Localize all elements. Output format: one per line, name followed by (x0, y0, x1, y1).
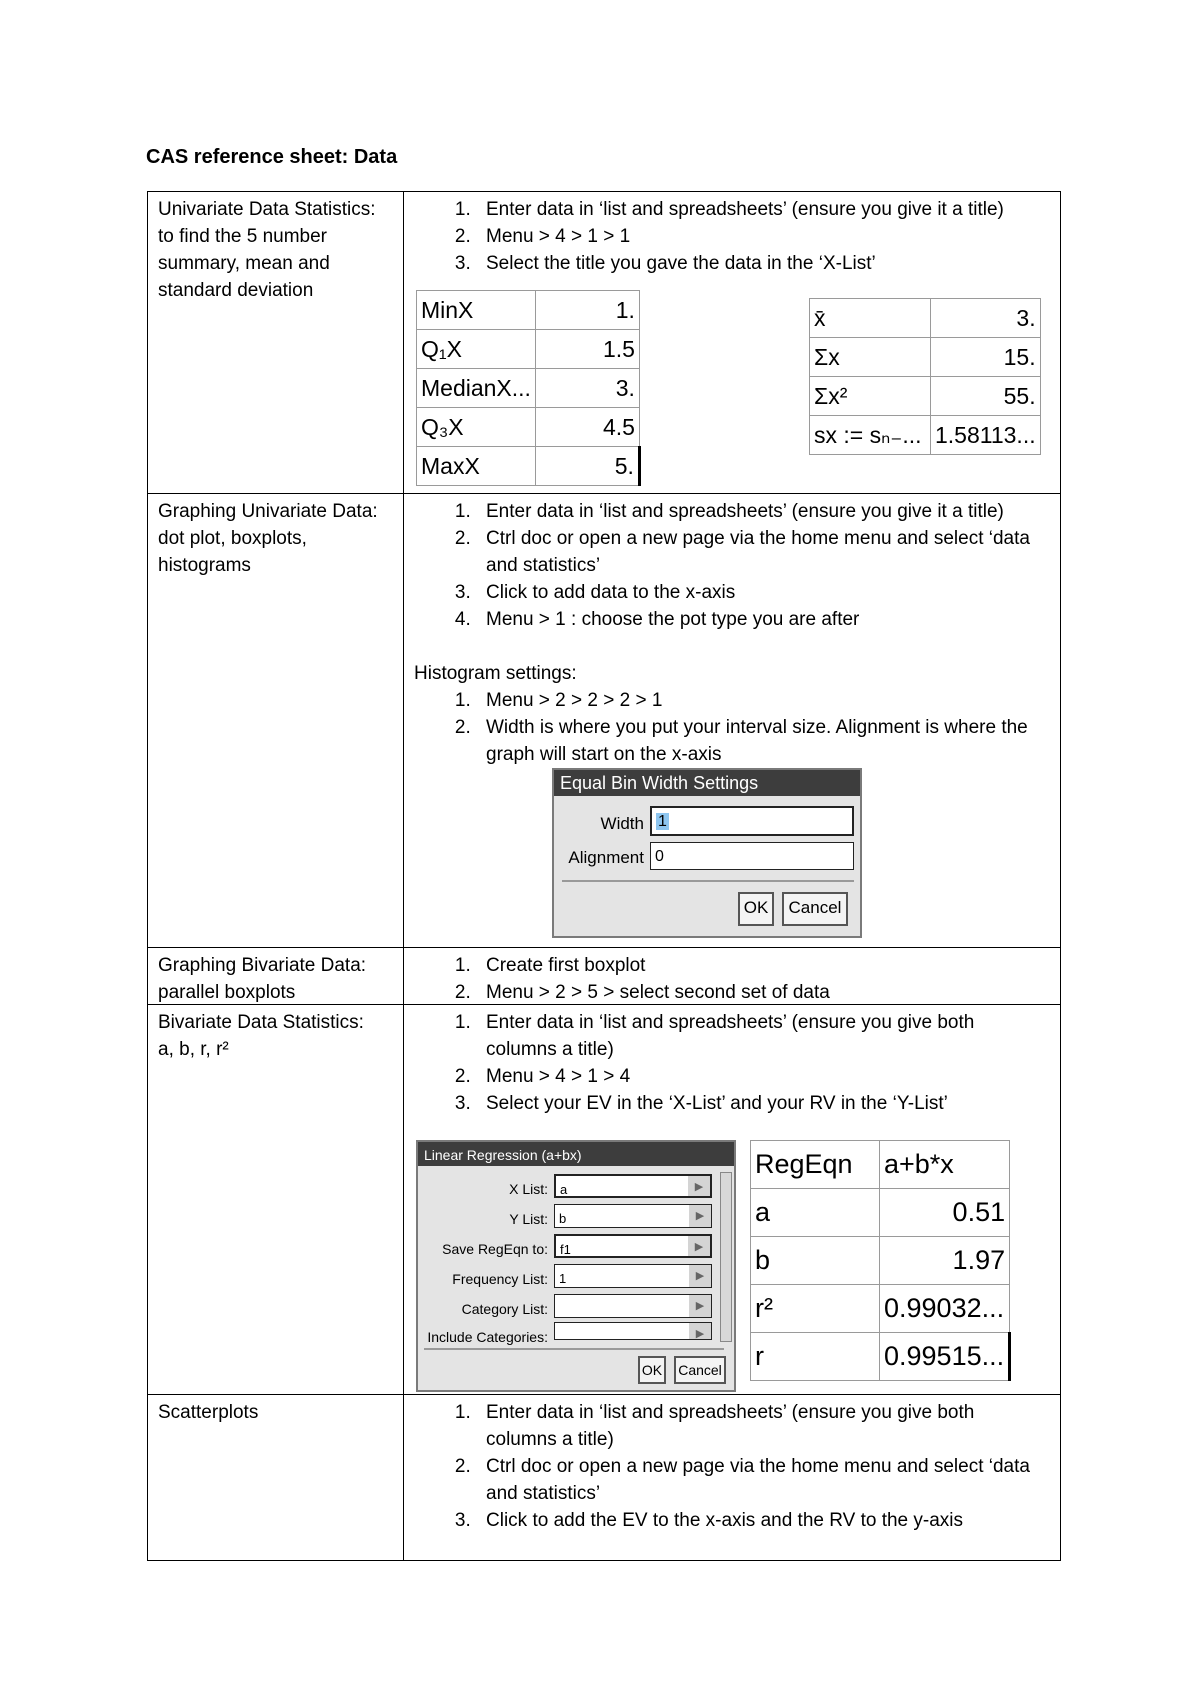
chevron-right-icon: ▶ (689, 1295, 711, 1317)
alignment-label: Alignment (568, 848, 644, 867)
row-label: Scatterplots (148, 1395, 404, 1560)
x-list-select[interactable]: a ▶ (554, 1174, 712, 1198)
table-row: Q₃X 4.5 (417, 408, 640, 447)
row-label: Univariate Data Statistics: to find the 5 number summary, mean and standard deviation (148, 192, 404, 493)
steps-list: 1. Enter data in ‘list and spreadsheets’ (ensure you give it a title) 2. Menu > 4 > 1 > 1 3. Select the title you gave the data in the ‘X-List’ (414, 196, 1050, 277)
steps-list: 1. Enter data in ‘list and spreadsheets’ (ensure you give it a title) 2. Ctrl doc or open a new page via the home menu and select ‘data and statistics’ 3. Click to add data to the x-axis 4. Menu > 1 : choose the pot type you are after (414, 498, 1050, 633)
dialog-title: Equal Bin Width Settings (554, 770, 860, 796)
frequency-list-select[interactable]: 1 ▶ (554, 1264, 712, 1288)
table-row: sx := sₙ₋... 1.58113... (810, 416, 1041, 455)
table-row: r 0.99515... (751, 1333, 1010, 1381)
table-row: r² 0.99032... (751, 1285, 1010, 1333)
summary-stats-table (416, 290, 641, 486)
table-row (148, 1004, 1060, 1394)
chevron-right-icon: ▶ (689, 1323, 711, 1339)
table-row: b 1.97 (751, 1237, 1010, 1285)
steps-list: 1. Enter data in ‘list and spreadsheets’ (ensure you give both columns a title) 2. Ctrl doc or open a new page via the home menu and select ‘data and statistics’ 3. Click to add the EV to the x-axis and the RV to the y-axis (414, 1399, 1050, 1534)
mean-stats-table (809, 298, 1041, 455)
include-categories-select[interactable] (554, 1322, 712, 1340)
table-row: a 0.51 (751, 1189, 1010, 1237)
row-content (404, 192, 1060, 493)
table-row: MinX 1. (417, 291, 640, 330)
table-row (148, 947, 1060, 1004)
table-row: Σx 15. (810, 338, 1041, 377)
row-content (404, 948, 1060, 1004)
chevron-right-icon: ▶ (689, 1265, 711, 1287)
row-label: Bivariate Data Statistics: a, b, r, r² (148, 1005, 404, 1394)
table-row: Σx² 55. (810, 377, 1041, 416)
row-content (404, 494, 1060, 947)
y-list-select[interactable]: b ▶ (554, 1204, 712, 1228)
dialog-title: Linear Regression (a+bx) (418, 1142, 734, 1166)
chevron-right-icon: ▶ (688, 1176, 710, 1196)
row-content (404, 1395, 1060, 1560)
cancel-button[interactable]: Cancel (782, 892, 848, 926)
reference-table (147, 191, 1061, 1561)
regression-results-table (750, 1140, 1011, 1381)
ok-button[interactable]: OK (738, 892, 774, 926)
page-title: CAS reference sheet: Data (146, 146, 398, 168)
linear-regression-dialog: Linear Regression (a+bx) X List: a ▶ Y List: b ▶ Save RegEqn to: f1 ▶ Frequency List: 1 ▶ Category List: ▶ Include Categories: ▶ OK Cancel (416, 1140, 736, 1392)
chevron-right-icon: ▶ (688, 1236, 710, 1256)
alignment-input[interactable]: 0 (650, 842, 854, 870)
steps-list: 1. Create first boxplot 2. Menu > 2 > 5 > select second set of data (414, 952, 1050, 1006)
row-label: Graphing Bivariate Data: parallel boxplots (148, 948, 404, 1004)
row-content (404, 1005, 1060, 1394)
table-row: RegEqn a+b*x (751, 1141, 1010, 1189)
histogram-heading: Histogram settings: (414, 663, 577, 684)
table-row (148, 493, 1060, 947)
chevron-right-icon: ▶ (689, 1205, 711, 1227)
bin-width-dialog (552, 768, 862, 938)
save-regeqn-select[interactable]: f1 ▶ (554, 1234, 712, 1258)
width-label: Width (600, 814, 644, 833)
table-row: Q₁X 1.5 (417, 330, 640, 369)
table-row (148, 192, 1060, 493)
steps-list: 1. Enter data in ‘list and spreadsheets’ (ensure you give both columns a title) 2. Menu > 4 > 1 > 4 3. Select your EV in the ‘X-List’ and your RV in the ‘Y-List’ (414, 1009, 1050, 1117)
table-row (148, 1394, 1060, 1560)
table-row: x̄ 3. (810, 299, 1041, 338)
cancel-button[interactable]: Cancel (674, 1356, 726, 1384)
width-input[interactable]: 1 (650, 806, 854, 836)
ok-button[interactable]: OK (638, 1356, 666, 1384)
row-label: Graphing Univariate Data: dot plot, boxplots, histograms (148, 494, 404, 947)
histogram-steps-list: 1. Menu > 2 > 2 > 2 > 1 2. Width is where you put your interval size. Alignment is where the graph will start on the x-axis (414, 687, 1050, 768)
table-row: MedianX... 3. (417, 369, 640, 408)
category-list-select[interactable] (554, 1294, 712, 1318)
dialog-scrollbar[interactable] (720, 1172, 732, 1342)
table-row: MaxX 5. (417, 447, 640, 486)
